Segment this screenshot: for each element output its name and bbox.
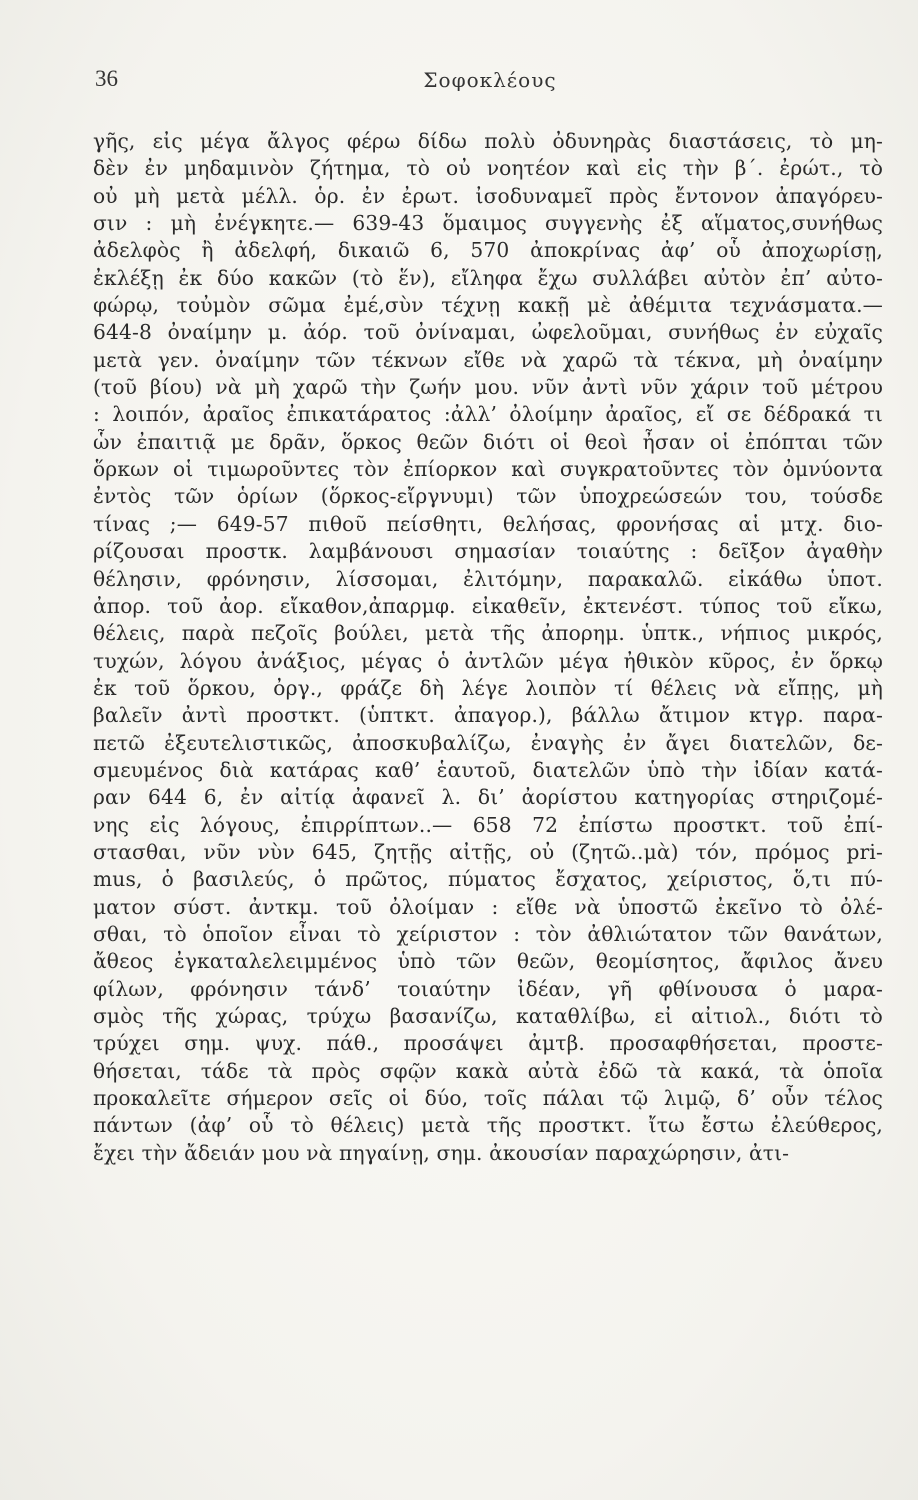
page-header: [95, 66, 885, 106]
text-line: σιν : μὴ ἐνέγκητε.— 639-43 ὅμαιμος συγγενὴς ἐξ αἵματος,συνήθως: [93, 211, 883, 236]
text-line: βαλεῖν ἀντὶ προστκτ. (ὑπτκτ. ἀπαγορ.), βάλλω ἄτιμον κτγρ. παρα-: [93, 703, 883, 728]
text-line: τυχών, λόγου ἀνάξιος, μέγας ὁ ἀντλῶν μέγα ἠθικὸν κῦρος, ἐν ὅρκῳ: [93, 648, 883, 673]
text-line: ἐκ τοῦ ὅρκου, ὀργ., φράζε δὴ λέγε λοιπὸν τί θέλεις νὰ εἴπῃς, μὴ: [93, 675, 883, 700]
text-line: πετῶ ἐξευτελιστικῶς, ἀποσκυβαλίζω, ἐναγὴς ἐν ἄγει διατελῶν, δε-: [93, 730, 883, 755]
text-line: ἔχει τὴν ἄδειάν μου νὰ πηγαίνῃ, σημ. ἀκουσίαν παραχώρησιν, ἀτι-: [93, 1140, 790, 1165]
text-line: ρίζουσαι προστκ. λαμβάνουσι σημασίαν τοιαύτης : δεῖξον ἀγαθὴν: [93, 539, 883, 564]
text-line: 644-8 ὀναίμην μ. ἀόρ. τοῦ ὀνίναμαι, ὠφελοῦμαι, συνήθως ἐν εὐχαῖς: [93, 320, 883, 345]
text-line: οὐ μὴ μετὰ μέλλ. ὁρ. ἐν ἐρωτ. ἰσοδυναμεῖ πρὸς ἔντονον ἀπαγόρευ-: [93, 183, 883, 208]
text-line: ἄθεος ἐγκαταλελειμμένος ὑπὸ τῶν θεῶν, θεομίσητος, ἄφιλος ἄνευ: [93, 949, 883, 974]
text-line: φώρῳ, τοὐμὸν σῶμα ἐμέ,σὺν τέχνῃ κακῇ μὲ ἀθέμιτα τεχνάσματα.—: [93, 293, 883, 318]
text-line: θήσεται, τάδε τὰ πρὸς σφῷν κακὰ αὐτὰ ἐδῶ τὰ κακά, τὰ ὁποῖα: [93, 1058, 883, 1083]
text-line: θέλεις, παρὰ πεζοῖς βούλει, μετὰ τῆς ἀπορημ. ὑπτκ., νήπιος μικρός,: [93, 621, 883, 646]
text-line: ἀπορ. τοῦ ἀορ. εἴκαθον,ἀπαρμφ. εἰκαθεῖν, ἐκτενέστ. τύπος τοῦ εἴκω,: [93, 593, 883, 618]
text-line: ὅρκων οἱ τιμωροῦντες τὸν ἐπίορκον καὶ συγκρατοῦντες τὸν ὀμνύοντα: [93, 457, 883, 482]
text-line: σμὸς τῆς χώρας, τρύχω βασανίζω, καταθλίβω, εἰ αἰτιολ., διότι τὸ: [93, 1004, 883, 1028]
text-line: προκαλεῖτε σήμερον σεῖς οἱ δύο, τοῖς πάλαι τῷ λιμῷ, δ’ οὖν τέλος: [93, 1086, 883, 1111]
text-line: μετὰ γεν. ὀναίμην τῶν τέκνων εἴθε νὰ χαρῶ τὰ τέκνα, μὴ ὀναίμην: [93, 347, 883, 372]
page-number: 36: [95, 66, 118, 91]
text-line: δὲν ἐν μηδαμινὸν ζήτημα, τὸ οὐ νοητέον καὶ εἰς τὴν β΄. ἐρώτ., τὸ: [93, 156, 883, 181]
text-line: : λοιπόν, ἀραῖος ἐπικατάρατος :ἀλλ’ ὀλοίμην ἀραῖος, εἴ σε δέδρακά τι: [93, 402, 883, 427]
text-line: ραν 644 6, ἐν αἰτίᾳ ἀφανεῖ λ. δι’ ἀορίστου κατηγορίας στηριζομέ-: [93, 785, 883, 810]
running-title: Σοφοκλέους: [423, 68, 557, 92]
text-line: νης εἰς λόγους, ἐπιρρίπτων..— 658 72 ἐπίστω προστκτ. τοῦ ἐπί-: [93, 812, 883, 837]
text-line: ἐκλέξῃ ἐκ δύο κακῶν (τὸ ἕν), εἴληφα ἔχω συλλάβει αὐτὸν ἐπ’ αὐτο-: [93, 265, 883, 290]
text-line: (τοῦ βίου) νὰ μὴ χαρῶ τὴν ζωήν μου. νῦν ἀντὶ νῦν χάριν τοῦ μέτρου: [93, 375, 883, 400]
commentary-text: [93, 128, 883, 1167]
text-line: τρύχει σημ. ψυχ. πάθ., προσάψει ἀμτβ. προσαφθήσεται, προστε-: [93, 1031, 883, 1056]
text-line: θέλησιν, φρόνησιν, λίσσομαι, ἐλιτόμην, παρακαλῶ. εἰκάθω ὑποτ.: [93, 566, 883, 591]
text-line: σμευμένος διὰ κατάρας καθ’ ἑαυτοῦ, διατελῶν ὑπὸ τὴν ἰδίαν κατά-: [93, 757, 883, 782]
text-line: γῆς, εἰς μέγα ἄλγος φέρω δίδω πολὺ ὀδυνηρὰς διαστάσεις, τὸ μη-: [93, 129, 883, 153]
text-line: φίλων, φρόνησιν τάνδ’ τοιαύτην ἰδέαν, γῆ φθίνουσα ὁ μαρα-: [93, 976, 883, 1001]
text-line: σθαι, τὸ ὁποῖον εἶναι τὸ χείριστον : τὸν ἀθλιώτατον τῶν θανάτων,: [93, 921, 883, 946]
text-line: mus, ὁ βασιλεύς, ὁ πρῶτος, πύματος ἔσχατος, χείριστος, ὅ,τι πύ-: [93, 867, 883, 892]
text-line: πάντων (ἀφ’ οὗ τὸ θέλεις) μετὰ τῆς προστκτ. ἴτω ἔστω ἐλεύθερος,: [93, 1113, 883, 1138]
text-line: τίνας ;— 649-57 πιθοῦ πείσθητι, θελήσας, φρονήσας αἱ μτχ. διο-: [93, 511, 883, 536]
text-line: στασθαι, νῦν νὺν 645, ζητῇς αἰτῇς, οὐ (ζητῶ..μὰ) τόν, πρόμος pri-: [93, 839, 883, 864]
text-line: ὧν ἐπαιτιᾷ με δρᾶν, ὅρκος θεῶν διότι οἱ θεοὶ ἦσαν οἱ ἐπόπται τῶν: [93, 429, 883, 454]
text-line: ἀδελφὸς ἢ ἀδελφή, δικαιῶ 6, 570 ἀποκρίνας ἀφ’ οὗ ἀποχωρίσῃ,: [93, 238, 883, 263]
text-line: ἐντὸς τῶν ὁρίων (ὅρκος-εἴργνυμι) τῶν ὑποχρεώσεών του, τούσδε: [93, 484, 883, 509]
text-line: ματον σύστ. ἀντκμ. τοῦ ὀλοίμαν : εἴθε νὰ ὑποστῶ ἐκεῖνο τὸ ὀλέ-: [93, 894, 883, 919]
